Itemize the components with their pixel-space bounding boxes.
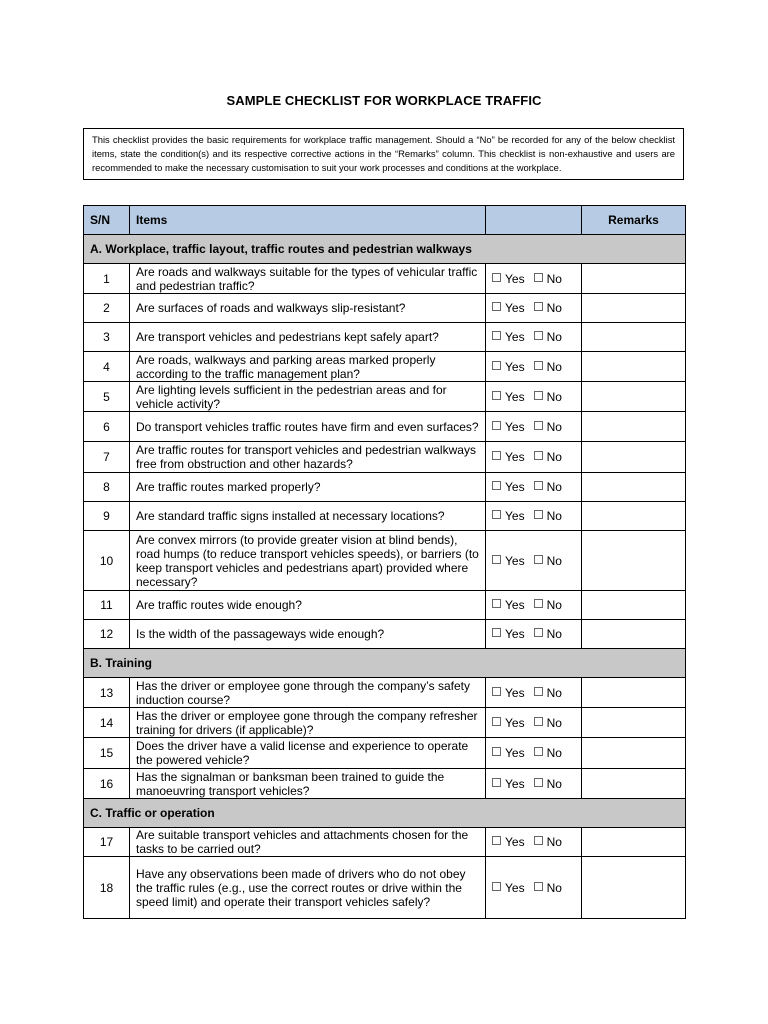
table-row [84,473,686,502]
row-number: 16 [84,769,130,799]
yes-label: Yes [505,880,525,895]
no-label: No [546,301,562,315]
no-label: No [546,450,562,464]
answer-cell [486,828,582,857]
no-label: No [546,389,562,404]
yes-checkbox[interactable] [492,451,501,460]
no-checkbox[interactable] [534,391,543,400]
yes-checkbox[interactable] [492,361,501,370]
no-label: No [546,835,562,849]
yes-checkbox[interactable] [492,421,501,430]
table-row [84,442,686,473]
row-number: 18 [84,857,130,919]
no-label: No [546,271,562,286]
row-number: 10 [84,531,130,591]
checklist-table [83,205,686,919]
no-checkbox[interactable] [534,599,543,608]
checklist-item-text: Are transport vehicles and pedestrians kept safely apart? [130,323,486,352]
checklist-item-text: Are suitable transport vehicles and attachments chosen for the tasks to be carried out? [130,828,486,857]
no-label: No [546,553,562,568]
remarks-cell[interactable] [582,442,686,473]
checklist-item-text: Are lighting levels sufficient in the pedestrian areas and for vehicle activity? [130,382,486,412]
checklist-item-text: Are traffic routes wide enough? [130,591,486,620]
row-number: 14 [84,708,130,738]
no-checkbox[interactable] [534,510,543,519]
table-row [84,769,686,799]
yes-label: Yes [505,389,525,404]
row-number: 15 [84,738,130,769]
answer-cell [486,591,582,620]
yes-label: Yes [505,715,525,730]
answer-cell [486,442,582,473]
row-number: 4 [84,352,130,382]
answer-cell [486,323,582,352]
yes-label: Yes [505,685,525,700]
remarks-cell[interactable] [582,502,686,531]
column-header-items: Items [130,206,486,235]
remarks-cell[interactable] [582,264,686,294]
no-checkbox[interactable] [534,481,543,490]
checklist-item-text: Are traffic routes marked properly? [130,473,486,502]
table-row [84,708,686,738]
no-label: No [546,480,562,494]
no-label: No [546,419,562,434]
answer-cell [486,352,582,382]
remarks-cell[interactable] [582,352,686,382]
no-checkbox[interactable] [534,836,543,845]
yes-checkbox[interactable] [492,599,501,608]
yes-label: Yes [505,301,525,315]
yes-checkbox[interactable] [492,717,501,726]
section-heading: A. Workplace, traffic layout, traffic routes and pedestrian walkways [84,235,686,264]
no-checkbox[interactable] [534,628,543,637]
yes-checkbox[interactable] [492,273,501,282]
answer-cell [486,264,582,294]
answer-cell [486,531,582,591]
answer-cell [486,382,582,412]
remarks-cell[interactable] [582,591,686,620]
yes-label: Yes [505,509,525,523]
no-checkbox[interactable] [534,273,543,282]
row-number: 5 [84,382,130,412]
remarks-cell[interactable] [582,769,686,799]
remarks-cell[interactable] [582,708,686,738]
checklist-item-text: Do transport vehicles traffic routes have firm and even surfaces? [130,412,486,442]
answer-cell [486,678,582,708]
section-heading: C. Traffic or operation [84,799,686,828]
no-label: No [546,627,562,641]
no-checkbox[interactable] [534,555,543,564]
table-row [84,323,686,352]
no-label: No [546,776,562,791]
remarks-cell[interactable] [582,382,686,412]
column-header-answer [486,206,582,235]
remarks-cell[interactable] [582,620,686,649]
remarks-cell[interactable] [582,412,686,442]
table-row [84,620,686,649]
no-checkbox[interactable] [534,747,543,756]
section-row [84,649,686,678]
table-row [84,502,686,531]
answer-cell [486,738,582,769]
no-label: No [546,715,562,730]
remarks-cell[interactable] [582,323,686,352]
remarks-cell[interactable] [582,738,686,769]
row-number: 1 [84,264,130,294]
yes-checkbox[interactable] [492,481,501,490]
remarks-cell[interactable] [582,294,686,323]
no-label: No [546,685,562,700]
section-heading: B. Training [84,649,686,678]
yes-checkbox[interactable] [492,628,501,637]
checklist-item-text: Are traffic routes for transport vehicles and pedestrian walkways free from obstruction and other hazards? [130,442,486,473]
remarks-cell[interactable] [582,678,686,708]
answer-cell [486,857,582,919]
no-checkbox[interactable] [534,302,543,311]
no-label: No [546,598,562,612]
yes-label: Yes [505,271,525,286]
yes-checkbox[interactable] [492,555,501,564]
checklist-item-text: Does the driver have a valid license and experience to operate the powered vehicle? [130,738,486,769]
yes-checkbox[interactable] [492,687,501,696]
answer-cell [486,412,582,442]
no-checkbox[interactable] [534,331,543,340]
yes-checkbox[interactable] [492,331,501,340]
no-checkbox[interactable] [534,778,543,787]
header-row [84,206,686,235]
checklist-item-text: Are roads, walkways and parking areas marked properly according to the traffic management plan? [130,352,486,382]
yes-label: Yes [505,450,525,464]
intro-paragraph: This checklist provides the basic requirements for workplace traffic management. Should a “No” be recorded for any of the below checklist items, state the condition(s) and its respective corrective actions in the “Remarks” column. This checklist is non-exhaustive and users are recommended to make the necessary customisation to suit your work processes and conditions at the workplace. [83,128,684,180]
checklist-item-text: Is the width of the passageways wide enough? [130,620,486,649]
checklist-item-text: Has the driver or employee gone through the company refresher training for drivers (if applicable)? [130,708,486,738]
yes-label: Yes [505,835,525,849]
answer-cell [486,769,582,799]
yes-label: Yes [505,330,525,344]
no-checkbox[interactable] [534,687,543,696]
checklist-item-text: Has the driver or employee gone through the company’s safety induction course? [130,678,486,708]
yes-checkbox[interactable] [492,778,501,787]
yes-label: Yes [505,480,525,494]
row-number: 17 [84,828,130,857]
no-checkbox[interactable] [534,421,543,430]
answer-cell [486,502,582,531]
yes-checkbox[interactable] [492,836,501,845]
column-header-remarks: Remarks [582,206,686,235]
table-row [84,591,686,620]
row-number: 11 [84,591,130,620]
table-row [84,678,686,708]
table-row [84,828,686,857]
yes-label: Yes [505,419,525,434]
column-header-sn: S/N [84,206,130,235]
yes-label: Yes [505,598,525,612]
row-number: 6 [84,412,130,442]
answer-cell [486,708,582,738]
remarks-cell[interactable] [582,531,686,591]
table-row [84,294,686,323]
row-number: 13 [84,678,130,708]
table-row [84,264,686,294]
checklist-item-text: Are roads and walkways suitable for the types of vehicular traffic and pedestrian traffic? [130,264,486,294]
yes-checkbox[interactable] [492,882,501,891]
yes-label: Yes [505,746,525,760]
yes-label: Yes [505,553,525,568]
yes-checkbox[interactable] [492,391,501,400]
answer-cell [486,620,582,649]
no-label: No [546,509,562,523]
yes-checkbox[interactable] [492,510,501,519]
no-checkbox[interactable] [534,882,543,891]
table-row [84,352,686,382]
answer-cell [486,294,582,323]
row-number: 12 [84,620,130,649]
remarks-cell[interactable] [582,828,686,857]
no-checkbox[interactable] [534,361,543,370]
row-number: 8 [84,473,130,502]
remarks-cell[interactable] [582,473,686,502]
no-checkbox[interactable] [534,717,543,726]
table-row [84,738,686,769]
checklist-item-text: Are standard traffic signs installed at necessary locations? [130,502,486,531]
no-label: No [546,746,562,760]
row-number: 7 [84,442,130,473]
checklist-item-text: Are convex mirrors (to provide greater vision at blind bends), road humps (to reduce transport vehicles speeds), or barriers (to keep transport vehicles and pedestrians apart) provided where necessary? [130,531,486,591]
yes-label: Yes [505,776,525,791]
yes-checkbox[interactable] [492,747,501,756]
no-checkbox[interactable] [534,451,543,460]
page-title: SAMPLE CHECKLIST FOR WORKPLACE TRAFFIC [226,93,542,108]
table-row [84,531,686,591]
checklist-item-text: Has the signalman or banksman been trained to guide the manoeuvring transport vehicles? [130,769,486,799]
row-number: 3 [84,323,130,352]
section-row [84,799,686,828]
row-number: 2 [84,294,130,323]
yes-label: Yes [505,627,525,641]
table-row [84,857,686,919]
table-row [84,382,686,412]
section-row [84,235,686,264]
no-label: No [546,330,562,344]
yes-label: Yes [505,359,525,374]
row-number: 9 [84,502,130,531]
yes-checkbox[interactable] [492,302,501,311]
checklist-item-text: Are surfaces of roads and walkways slip-resistant? [130,294,486,323]
answer-cell [486,473,582,502]
table-row [84,412,686,442]
remarks-cell[interactable] [582,857,686,919]
checklist-item-text: Have any observations been made of drivers who do not obey the traffic rules (e.g., use the correct routes or drive within the speed limit) and operate their transport vehicles safely? [130,857,486,919]
no-label: No [546,359,562,374]
no-label: No [546,880,562,895]
